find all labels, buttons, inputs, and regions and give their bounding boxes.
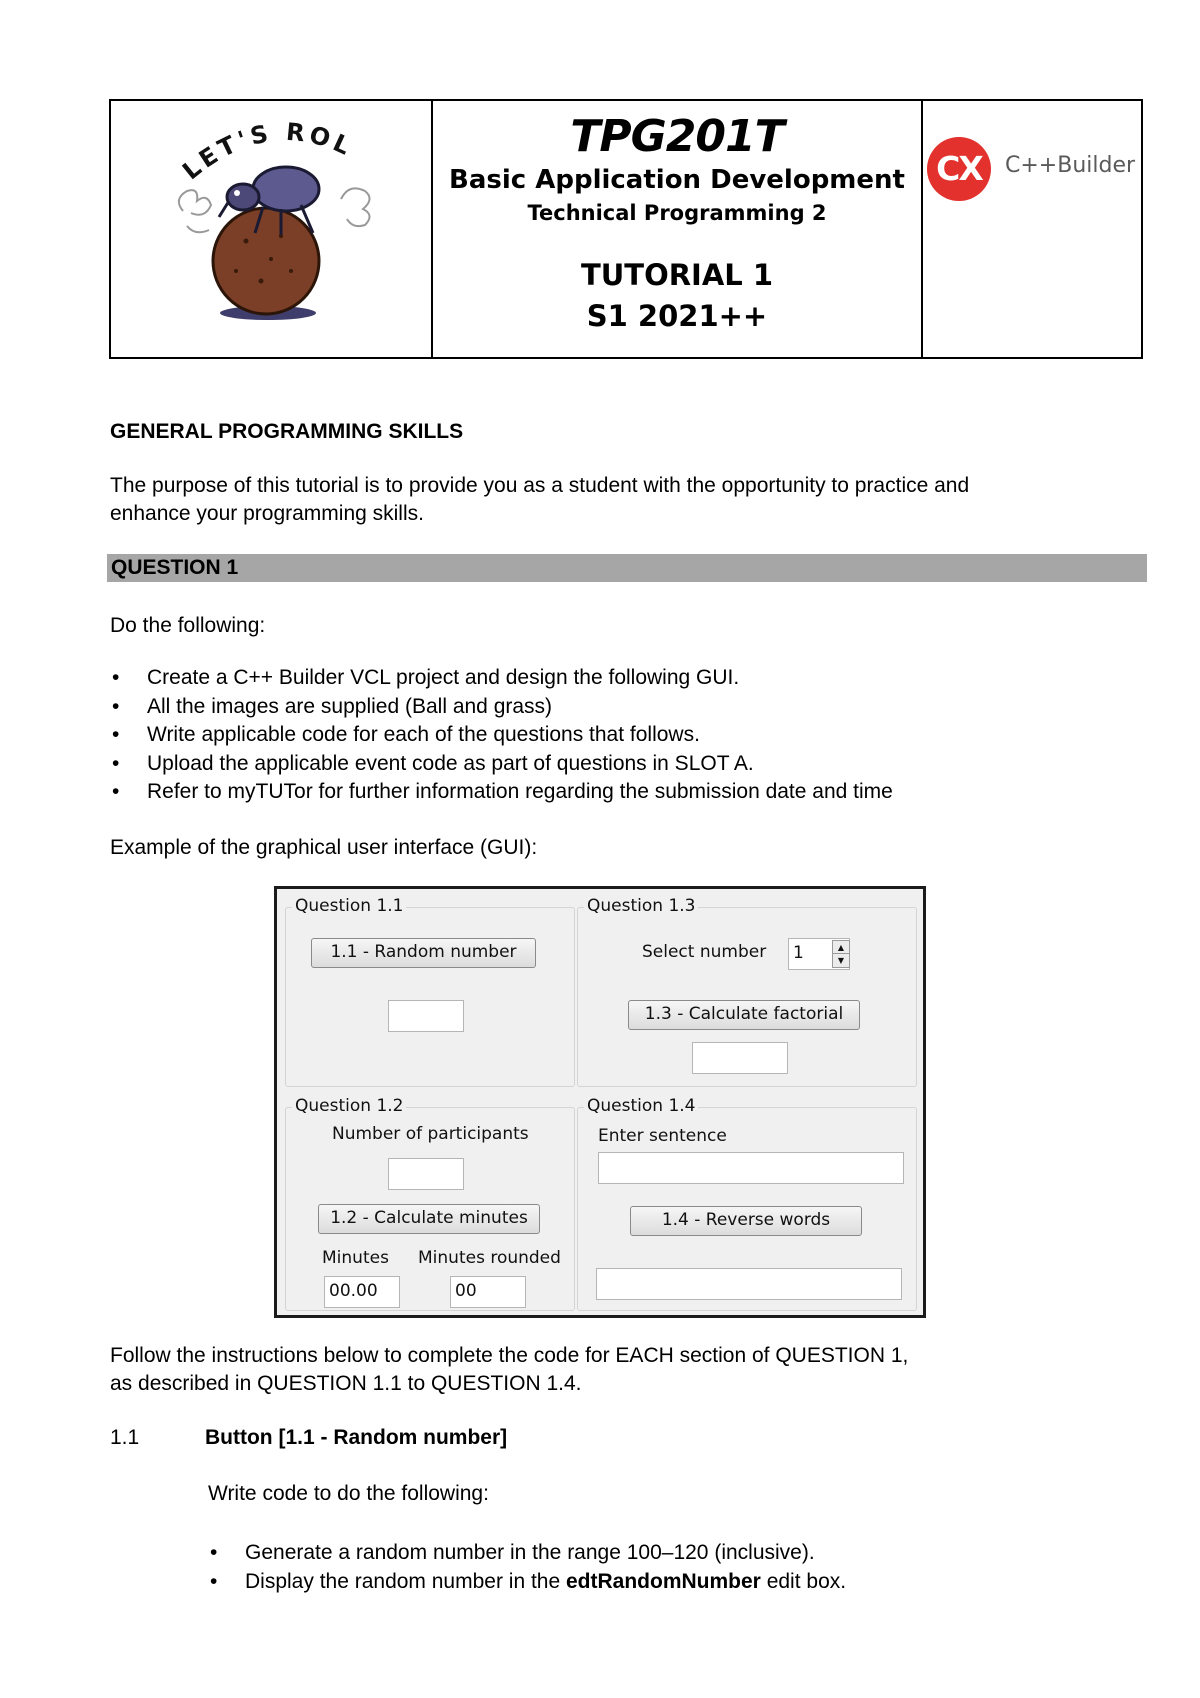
lets-roll-logo: [111, 101, 433, 357]
cpp-builder-name: C++Builder: [1005, 153, 1136, 178]
do-following-text: Do the following:: [110, 614, 266, 637]
group-question-1-3: [577, 896, 917, 1087]
reversed-output-edit[interactable]: [596, 1268, 902, 1300]
spin-up-icon[interactable]: ▲: [833, 941, 849, 954]
factorial-result-edit[interactable]: [692, 1042, 788, 1074]
list-item: • All the images are supplied (Ball and grass): [110, 693, 893, 722]
enter-sentence-label: Enter sentence: [598, 1126, 727, 1146]
reverse-words-button[interactable]: 1.4 - Reverse words: [630, 1206, 862, 1236]
section-heading: GENERAL PROGRAMMING SKILLS: [110, 420, 464, 443]
subsection-intro: Write code to do the following:: [208, 1482, 489, 1505]
minutes-rounded-label: Minutes rounded: [418, 1248, 561, 1268]
random-number-edit[interactable]: [388, 1000, 464, 1032]
question-1-heading: QUESTION 1: [111, 556, 239, 579]
ball-shape: [213, 208, 319, 314]
calculate-factorial-button[interactable]: 1.3 - Calculate factorial: [628, 1000, 860, 1030]
list-item: • Create a C++ Builder VCL project and design the following GUI.: [110, 664, 893, 693]
group-caption: Question 1.2: [292, 1096, 406, 1116]
course-code: TPG201T: [570, 111, 784, 162]
subject-name: Technical Programming 2: [527, 201, 827, 225]
list-item: • Upload the applicable event code as part of questions in SLOT A.: [110, 750, 893, 779]
select-number-label: Select number: [642, 942, 767, 962]
course-title: Basic Application Development: [449, 165, 905, 195]
intro-line-2: enhance your programming skills.: [110, 502, 424, 525]
factorial-number-input[interactable]: 1: [788, 938, 850, 970]
group-caption: Question 1.3: [584, 896, 698, 916]
list-item: • Refer to myTUTor for further information regarding the submission date and time: [110, 778, 893, 807]
list-item: • Write applicable code for each of the questions that follows.: [110, 721, 893, 750]
header-table: [109, 99, 1143, 359]
logo-cell: [111, 101, 433, 357]
random-number-button[interactable]: 1.1 - Random number: [311, 938, 536, 968]
logo-arc-text: LET'S ROL: [177, 117, 358, 186]
group-caption: Question 1.4: [584, 1096, 698, 1116]
sentence-edit[interactable]: [598, 1152, 904, 1184]
follow-line-2: as described in QUESTION 1.1 to QUESTION 1.4.: [110, 1372, 582, 1395]
minutes-edit[interactable]: 00.00: [324, 1276, 400, 1308]
group-caption: Question 1.1: [292, 896, 406, 916]
group-question-1-2: [285, 1096, 575, 1311]
bullet-text: edit box.: [760, 1569, 847, 1593]
instruction-list: [110, 664, 893, 807]
gui-example-window: [274, 886, 926, 1318]
group-question-1-4: [577, 1096, 917, 1311]
subsection-title: Button [1.1 - Random number]: [205, 1426, 508, 1449]
example-caption: Example of the graphical user interface (GUI):: [110, 836, 538, 859]
minutes-label: Minutes: [322, 1248, 389, 1268]
cx-logo-icon: CX: [927, 137, 991, 201]
subsection-number: 1.1: [110, 1426, 140, 1449]
subsection-bullets: [208, 1539, 846, 1596]
bullet-text: Display the random number in the: [245, 1569, 566, 1593]
edit-box-name: edtRandomNumber: [566, 1569, 761, 1593]
list-item: [208, 1568, 846, 1597]
semester: S1 2021++: [586, 299, 768, 333]
tutorial-number: TUTORIAL 1: [580, 258, 774, 292]
minutes-rounded-edit[interactable]: 00: [450, 1276, 526, 1308]
participants-edit[interactable]: [388, 1158, 464, 1190]
spin-down-icon[interactable]: ▼: [837, 956, 845, 965]
group-question-1-1: [285, 896, 575, 1087]
calculate-minutes-button[interactable]: 1.2 - Calculate minutes: [318, 1204, 540, 1234]
title-cell: [433, 101, 923, 357]
participants-label: Number of participants: [332, 1124, 529, 1144]
follow-line-1: Follow the instructions below to complete the code for EACH section of QUESTION 1,: [110, 1344, 909, 1367]
intro-line-1: The purpose of this tutorial is to provide you as a student with the opportunity to practice and: [110, 474, 970, 497]
question-1-bar: [107, 554, 1147, 582]
cpp-builder-logo-cell: [923, 101, 1141, 357]
number-spinner[interactable]: [832, 940, 850, 968]
list-item: • Generate a random number in the range 100–120 (inclusive).: [208, 1539, 846, 1568]
